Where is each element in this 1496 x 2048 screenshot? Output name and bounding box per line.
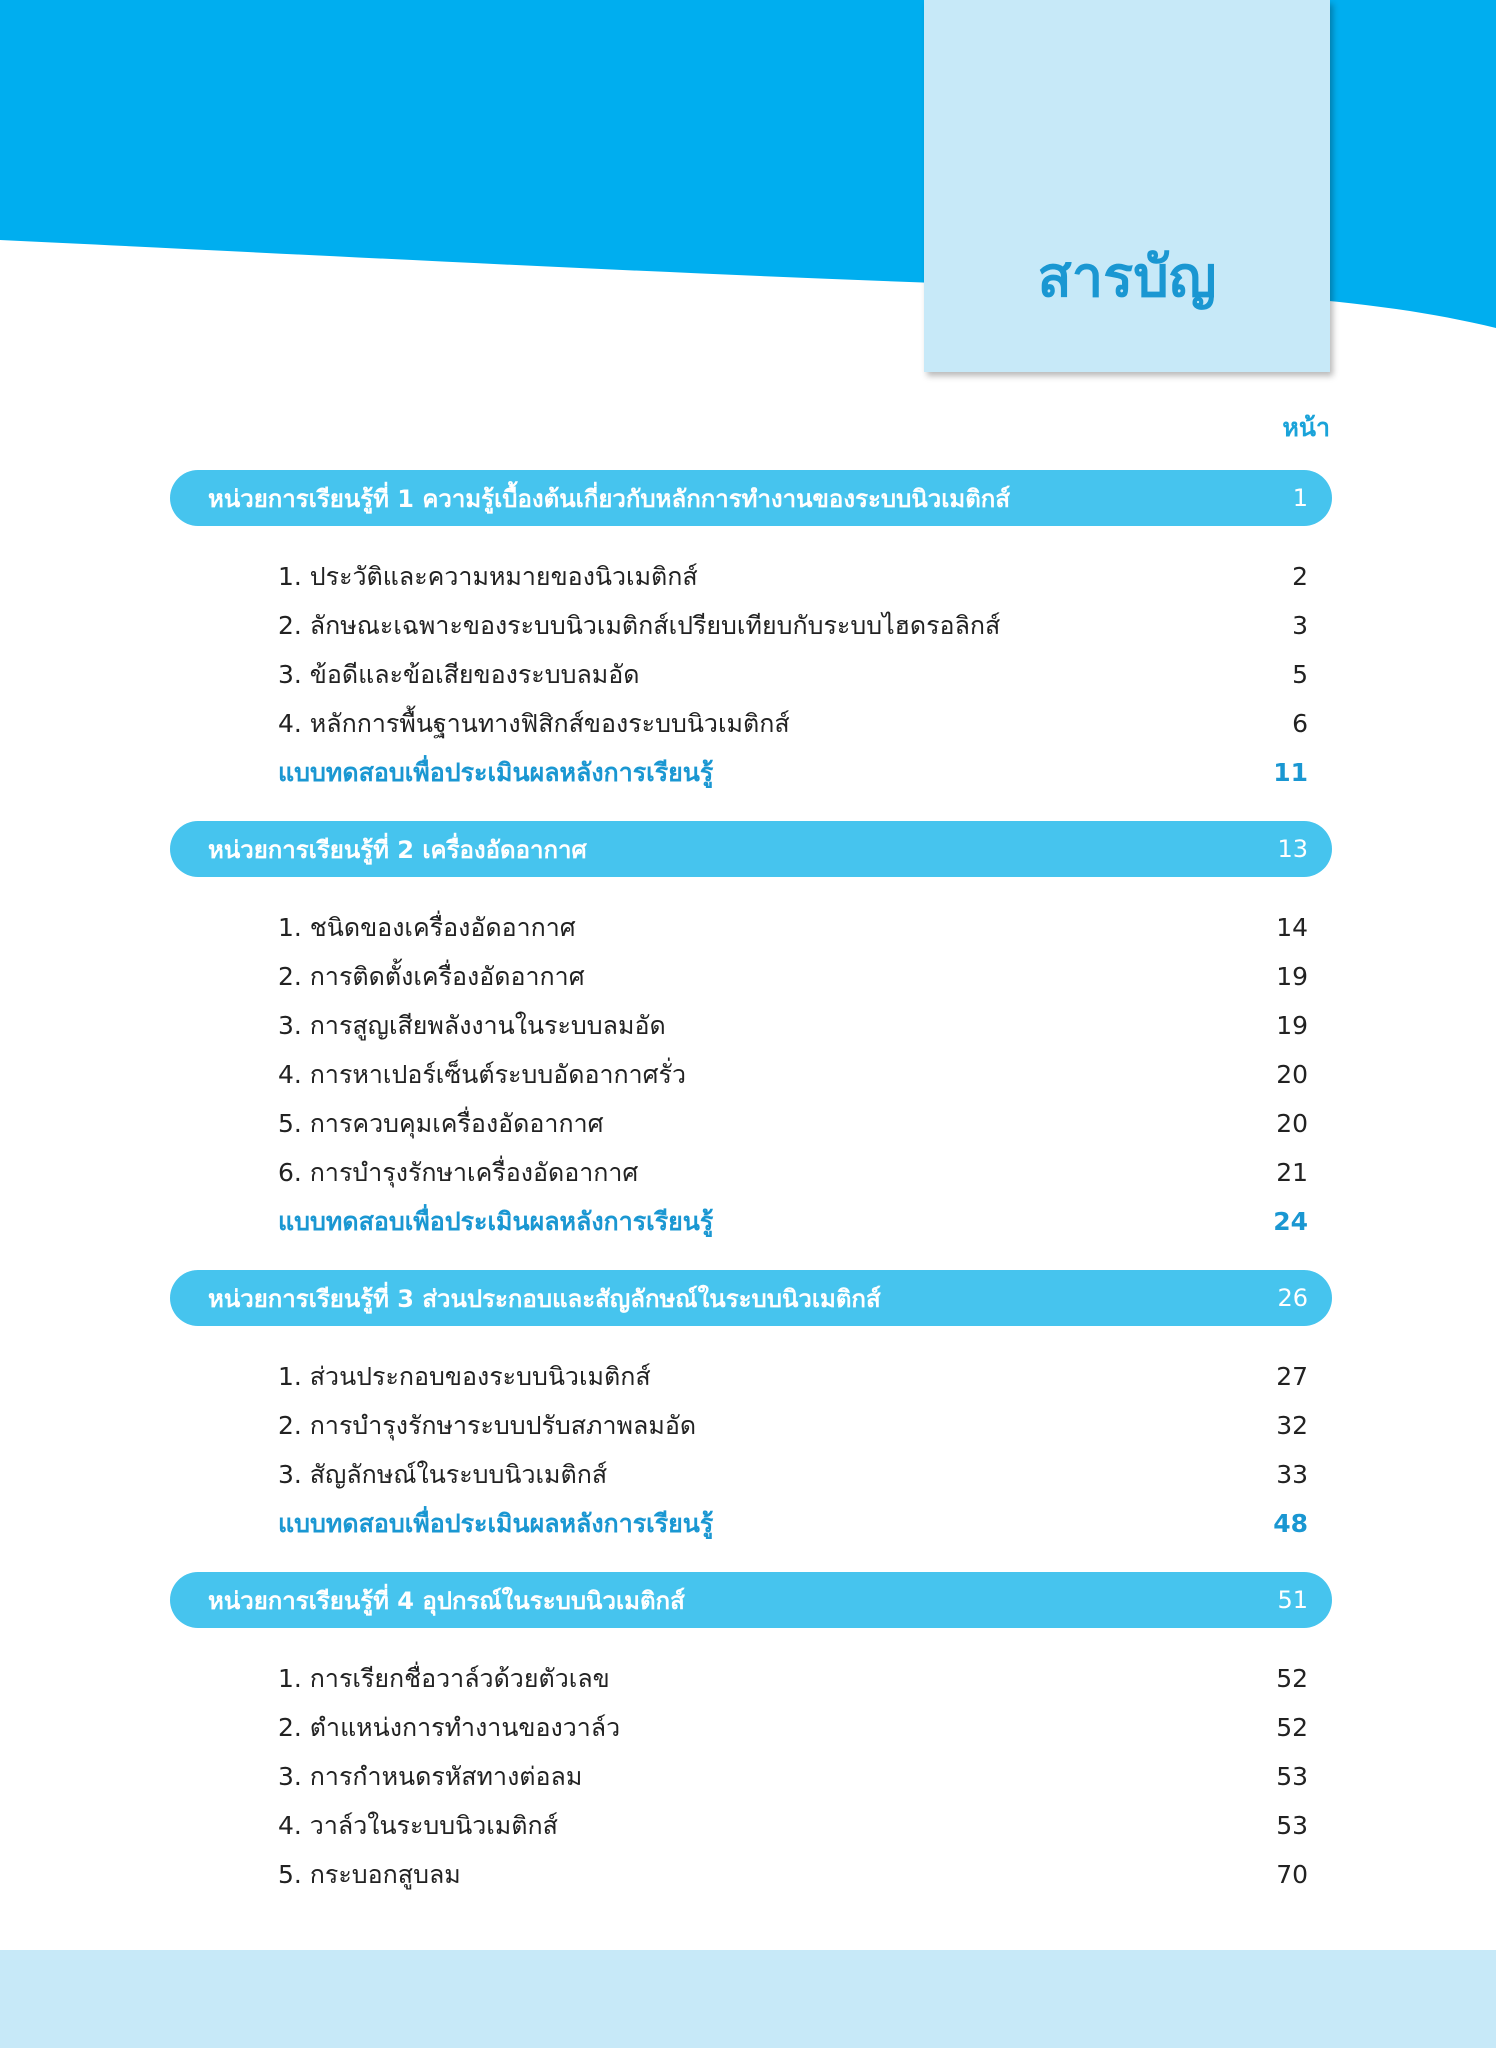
toc-entry-page: 52 [1276,1664,1308,1693]
toc-entry-label: 1. การเรียกชื่อวาล์วด้วยตัวเลข [278,1663,610,1693]
toc-entry-label: 1. ส่วนประกอบของระบบนิวเมติกส์ [278,1361,651,1391]
page-title: สารบัญ [1037,245,1217,310]
test-label: แบบทดสอบเพื่อประเมินผลหลังการเรียนรู้ [278,757,714,787]
toc-entry-label: 4. วาล์วในระบบนิวเมติกส์ [278,1810,558,1840]
toc-entry-label: 2. ลักษณะเฉพาะของระบบนิวเมติกส์เปรียบเทียบกับระบบไฮดรอลิกส์ [278,610,1001,640]
toc-entry[interactable] [170,1148,1332,1197]
toc-entry-page: 3 [1292,611,1308,640]
toc-entry[interactable] [170,1801,1332,1850]
test-page: 24 [1273,1207,1308,1236]
toc-entry-label: 4. หลักการพื้นฐานทางฟิสิกส์ของระบบนิวเมติกส์ [278,708,790,738]
test-label: แบบทดสอบเพื่อประเมินผลหลังการเรียนรู้ [278,1508,714,1538]
unit-title: หน่วยการเรียนรู้ที่ 2 เครื่องอัดอากาศ [208,835,587,864]
toc-unit [170,1572,1332,1899]
toc-entry[interactable] [170,699,1332,748]
unit-title: หน่วยการเรียนรู้ที่ 3 ส่วนประกอบและสัญลักษณ์ในระบบนิวเมติกส์ [208,1284,881,1313]
unit-header-bar[interactable] [170,821,1332,877]
toc-entry[interactable] [170,1001,1332,1050]
toc-entry-page: 19 [1276,962,1308,991]
unit-header-bar[interactable] [170,1270,1332,1326]
toc-entry-page: 52 [1276,1713,1308,1742]
toc-entry-page: 19 [1276,1011,1308,1040]
table-of-contents [170,470,1332,1923]
toc-entry-page: 6 [1292,709,1308,738]
toc-entry-page: 53 [1276,1762,1308,1791]
toc-entry-page: 27 [1276,1362,1308,1391]
title-box [924,0,1330,372]
toc-entry[interactable] [170,1352,1332,1401]
toc-entry-page: 53 [1276,1811,1308,1840]
unit-page-number: 1 [1292,484,1308,512]
unit-title: หน่วยการเรียนรู้ที่ 1 ความรู้เบื้องต้นเกี่ยวกับหลักการทำงานของระบบนิวเมติกส์ [208,484,1010,513]
toc-test-entry[interactable] [170,748,1332,797]
toc-entry[interactable] [170,1099,1332,1148]
toc-entry[interactable] [170,1050,1332,1099]
test-page: 11 [1273,758,1308,787]
toc-entry[interactable] [170,1850,1332,1899]
toc-entry-page: 20 [1276,1060,1308,1089]
toc-entry-page: 21 [1276,1158,1308,1187]
test-label: แบบทดสอบเพื่อประเมินผลหลังการเรียนรู้ [278,1206,714,1236]
toc-entry-label: 3. สัญลักษณ์ในระบบนิวเมติกส์ [278,1459,608,1489]
toc-entry[interactable] [170,1752,1332,1801]
toc-unit [170,1270,1332,1548]
unit-header-bar[interactable] [170,470,1332,526]
page-column-label: หน้า [1282,413,1330,442]
toc-entry-label: 3. การสูญเสียพลังงานในระบบลมอัด [278,1010,666,1040]
unit-page-number: 51 [1277,1586,1308,1614]
test-page: 48 [1273,1509,1308,1538]
toc-entry-label: 1. ประวัติและความหมายของนิวเมติกส์ [278,561,698,591]
toc-entry-label: 3. การกำหนดรหัสทางต่อลม [278,1761,583,1791]
toc-entry-label: 1. ชนิดของเครื่องอัดอากาศ [278,912,576,942]
toc-entry-page: 2 [1292,562,1308,591]
toc-entry-label: 3. ข้อดีและข้อเสียของระบบลมอัด [278,659,640,689]
toc-entry-label: 4. การหาเปอร์เซ็นต์ระบบอัดอากาศรั่ว [278,1059,687,1089]
toc-unit [170,470,1332,797]
toc-entry-page: 70 [1276,1860,1308,1889]
unit-title: หน่วยการเรียนรู้ที่ 4 อุปกรณ์ในระบบนิวเมติกส์ [208,1586,685,1615]
toc-entry-page: 14 [1276,913,1308,942]
toc-entry[interactable] [170,903,1332,952]
toc-entry[interactable] [170,1401,1332,1450]
toc-entry[interactable] [170,952,1332,1001]
toc-test-entry[interactable] [170,1499,1332,1548]
unit-page-number: 26 [1277,1284,1308,1312]
toc-entry-page: 20 [1276,1109,1308,1138]
footer-band [0,1950,1496,2048]
toc-entry[interactable] [170,601,1332,650]
toc-entry-label: 2. ตำแหน่งการทำงานของวาล์ว [278,1712,621,1742]
toc-entry[interactable] [170,552,1332,601]
unit-page-number: 13 [1277,835,1308,863]
toc-test-entry[interactable] [170,1197,1332,1246]
toc-entry-page: 33 [1276,1460,1308,1489]
toc-entry[interactable] [170,1703,1332,1752]
toc-entry-page: 5 [1292,660,1308,689]
toc-entry[interactable] [170,1450,1332,1499]
unit-header-bar[interactable] [170,1572,1332,1628]
toc-entry-label: 2. การบำรุงรักษาระบบปรับสภาพลมอัด [278,1410,697,1440]
toc-unit [170,821,1332,1246]
toc-entry-label: 5. การควบคุมเครื่องอัดอากาศ [278,1108,604,1138]
toc-entry-page: 32 [1276,1411,1308,1440]
toc-entry-label: 2. การติดตั้งเครื่องอัดอากาศ [278,961,585,991]
toc-entry[interactable] [170,1654,1332,1703]
toc-entry-label: 6. การบำรุงรักษาเครื่องอัดอากาศ [278,1157,639,1187]
toc-entry[interactable] [170,650,1332,699]
toc-entry-label: 5. กระบอกสูบลม [278,1859,461,1889]
